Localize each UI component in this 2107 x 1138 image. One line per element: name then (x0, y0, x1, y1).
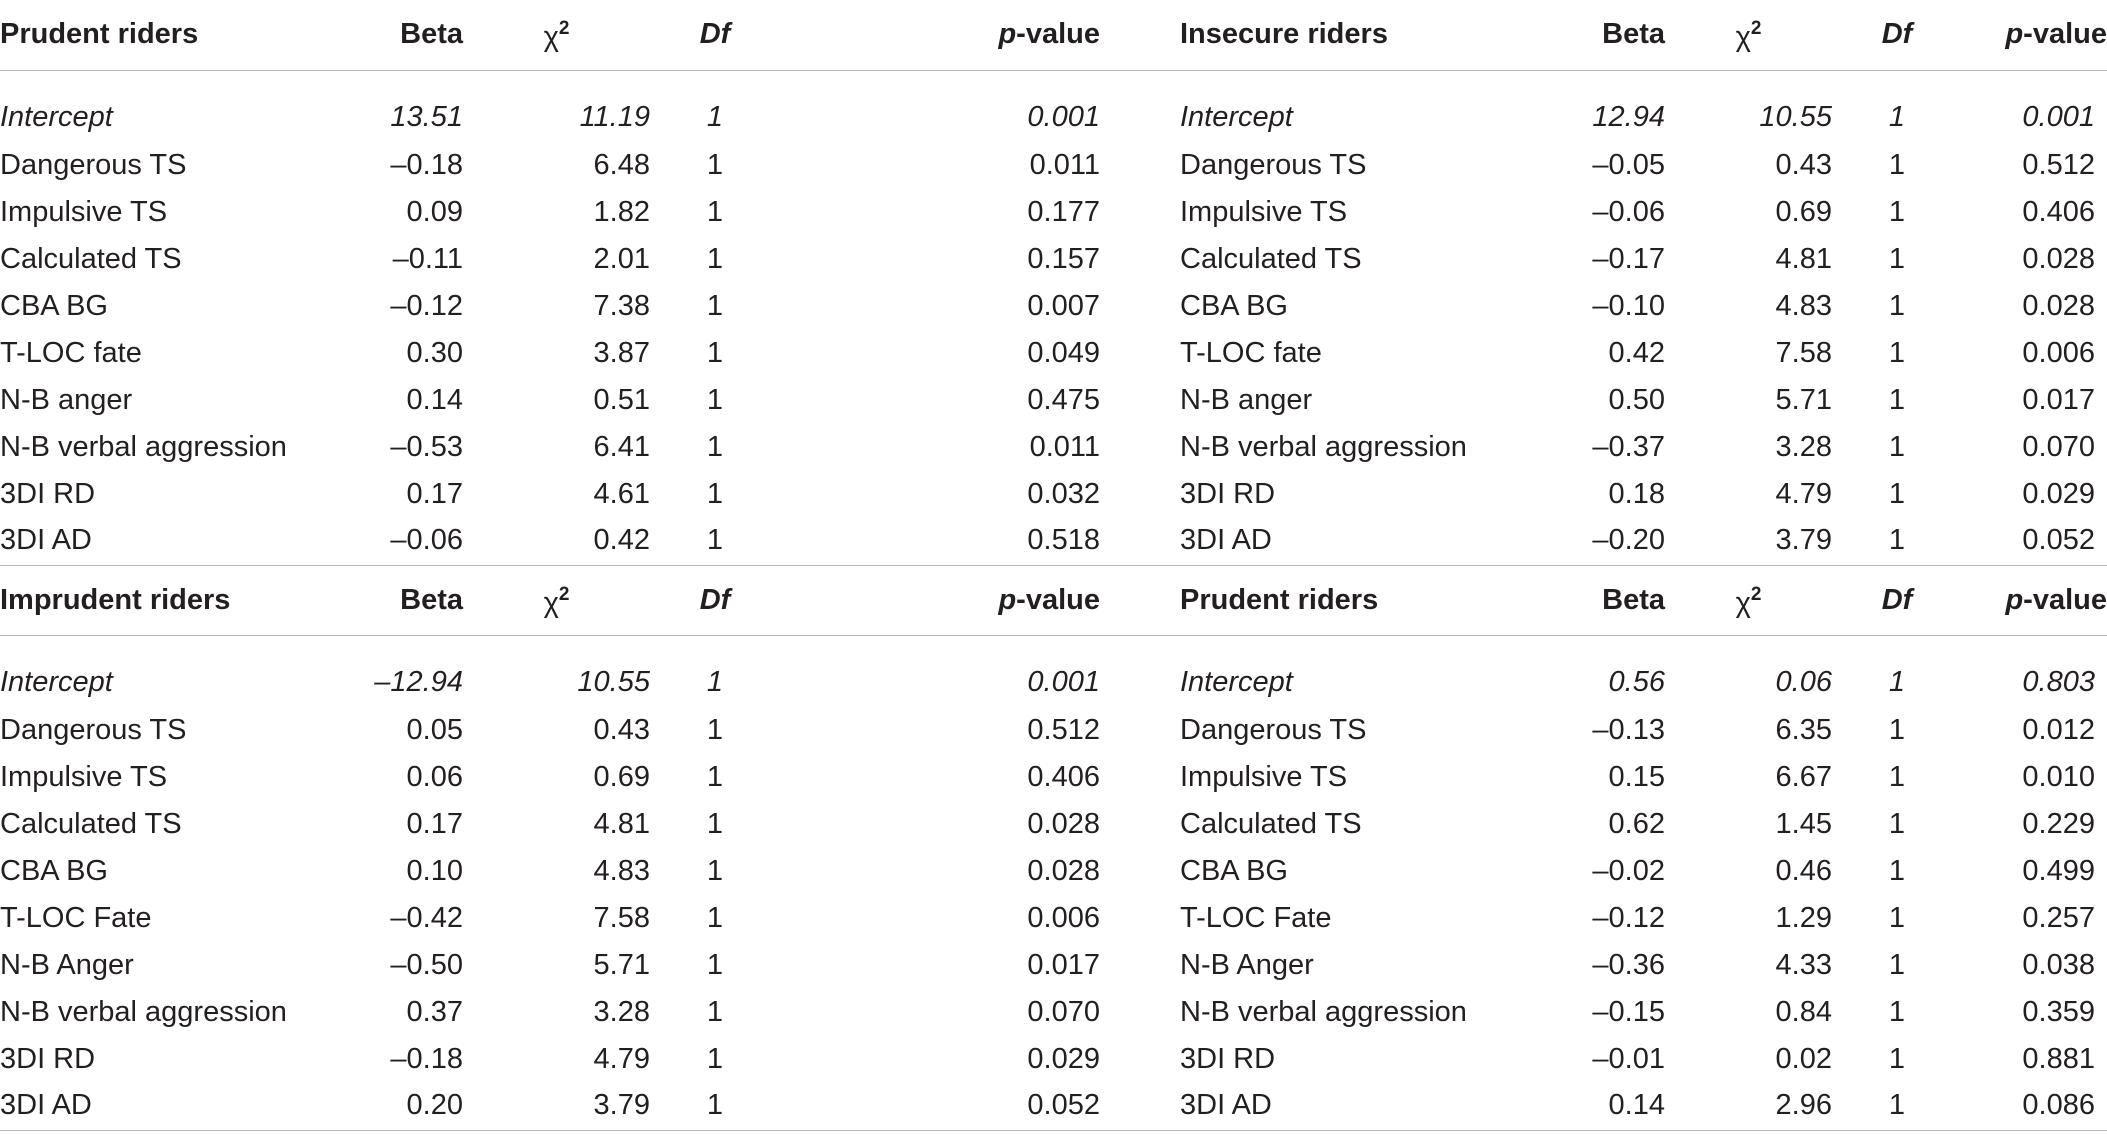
p-value: 0.052 (780, 1083, 1100, 1130)
p-value-header (780, 0, 1100, 70)
row-label: 3DI AD (0, 1083, 290, 1130)
chi-square-value: 3.28 (593, 996, 650, 1028)
beta-value: –0.36 (1592, 949, 1665, 981)
chi-exponent: 2 (1750, 18, 1762, 39)
table-row (0, 330, 2107, 377)
table-row (0, 471, 2107, 518)
chi-exponent: 2 (1750, 583, 1762, 605)
intercept-row (0, 70, 2107, 142)
beta-value: 0.50 (1608, 384, 1665, 416)
row-label: N-B Anger (1180, 949, 1314, 981)
beta-value: –0.37 (1592, 431, 1665, 463)
df-value: 1 (706, 902, 724, 934)
row-label: Dangerous TS (0, 714, 187, 746)
p-value: 0.001 (1027, 101, 1100, 133)
row-label: CBA BG (0, 290, 108, 322)
table-row (0, 707, 2107, 754)
row-label: Intercept (1180, 666, 1293, 698)
beta-value: 0.14 (406, 384, 463, 416)
row-label: CBA BG (1180, 855, 1288, 887)
p-value-header (1962, 0, 2107, 70)
table-row (0, 518, 2107, 565)
beta-value: 0.37 (406, 996, 463, 1028)
df-value: 1 (1888, 431, 1906, 463)
row-label: Dangerous TS (0, 149, 187, 181)
p-value: 0.006 (1027, 902, 1100, 934)
beta-value: 0.05 (406, 714, 463, 746)
beta-value: 0.18 (1608, 478, 1665, 510)
chi-square-value: 10.55 (1759, 101, 1832, 133)
chi-symbol: χ (543, 586, 559, 619)
beta-value: –0.12 (390, 290, 463, 322)
row-label: Impulsive TS (1180, 761, 1348, 793)
df-value: 1 (1888, 761, 1906, 793)
beta-value: 12.94 (1592, 101, 1665, 133)
chi-square-value: 6.67 (1775, 761, 1832, 793)
beta-value: –0.01 (1592, 1043, 1665, 1075)
row-label: Dangerous TS (1180, 714, 1367, 746)
beta-value: –0.53 (390, 431, 463, 463)
p-value: 0.518 (780, 518, 1100, 565)
beta-value: 0.20 (290, 1083, 463, 1130)
df-value: 1 (1888, 337, 1906, 369)
group-title: Insecure riders (1100, 0, 1470, 70)
chi-square-value: 0.06 (1775, 666, 1832, 698)
p-value: 0.177 (1027, 196, 1100, 228)
row-label: N-B verbal aggression (1180, 431, 1467, 463)
chi-square-value: 4.33 (1775, 949, 1832, 981)
p-value: 0.029 (2022, 478, 2095, 510)
row-label: T-LOC fate (1180, 337, 1322, 369)
chi-square-value: 0.02 (1775, 1043, 1832, 1075)
chi-square-value: 1.45 (1775, 808, 1832, 840)
row-label: Calculated TS (1180, 808, 1362, 840)
beta-value: –0.18 (390, 149, 463, 181)
row-label: Calculated TS (0, 808, 182, 840)
df-value: 1 (706, 714, 724, 746)
chi-square-value: 0.43 (1775, 149, 1832, 181)
beta-value: 0.30 (406, 337, 463, 369)
chi-square-value: 3.87 (593, 337, 650, 369)
df-value: 1 (706, 855, 724, 887)
p-value: 0.012 (2022, 714, 2095, 746)
row-label: 3DI RD (1180, 1043, 1276, 1075)
df-value: 1 (706, 196, 724, 228)
df-header: Df (1832, 0, 1962, 70)
p-value: 0.512 (2022, 149, 2095, 181)
df-value: 1 (706, 666, 724, 698)
row-label: Impulsive TS (0, 761, 168, 793)
df-value: 1 (1888, 996, 1906, 1028)
df-value: 1 (706, 996, 724, 1028)
row-label: T-LOC fate (0, 337, 142, 369)
table-row (0, 236, 2107, 283)
p-value: 0.010 (2022, 761, 2095, 793)
row-label: Calculated TS (1180, 243, 1362, 275)
beta-value: 0.42 (1608, 337, 1665, 369)
df-value: 1 (1888, 666, 1906, 698)
table-row (0, 895, 2107, 942)
chi-square-value: 2.96 (1665, 1083, 1832, 1130)
row-label: Impulsive TS (1180, 196, 1348, 228)
p-value: 0.001 (1027, 666, 1100, 698)
row-label: N-B verbal aggression (0, 996, 287, 1028)
beta-value: –0.17 (1592, 243, 1665, 275)
df-value: 1 (706, 808, 724, 840)
beta-value: 0.17 (406, 808, 463, 840)
beta-value: 0.10 (406, 855, 463, 887)
p-value: 0.157 (1027, 243, 1100, 275)
df-value: 1 (706, 949, 724, 981)
beta-value: –0.10 (1592, 290, 1665, 322)
p-value: 0.028 (1027, 808, 1100, 840)
df-value: 1 (1888, 714, 1906, 746)
chi-square-value: 1.82 (593, 196, 650, 228)
df-header: Df (1832, 565, 1962, 635)
df-value: 1 (706, 761, 724, 793)
chi-square-value: 0.69 (593, 761, 650, 793)
row-label: T-LOC Fate (0, 902, 152, 934)
beta-header: Beta (290, 0, 463, 70)
p-value: 0.011 (1029, 149, 1100, 181)
p-value: 0.406 (1027, 761, 1100, 793)
row-label: Intercept (0, 666, 113, 698)
df-value: 1 (706, 431, 724, 463)
chi-symbol: χ (1735, 21, 1751, 53)
beta-header: Beta (1470, 0, 1665, 70)
p-value: 0.028 (1027, 855, 1100, 887)
df-value: 1 (706, 243, 724, 275)
p-value: 0.049 (1027, 337, 1100, 369)
df-value: 1 (706, 101, 724, 133)
row-label: Calculated TS (0, 243, 182, 275)
chi-square-value: 0.42 (463, 518, 650, 565)
p-prefix: p (998, 583, 1017, 616)
row-label: N-B Anger (0, 949, 134, 981)
row-label: Dangerous TS (1180, 149, 1367, 181)
header-row (0, 0, 2107, 70)
chi-square-value: 10.55 (577, 666, 650, 698)
row-label: 3DI AD (1100, 518, 1470, 565)
table-row (0, 142, 2107, 189)
chi-square-value: 0.43 (593, 714, 650, 746)
chi-square-value: 1.29 (1775, 902, 1832, 934)
table-row (0, 754, 2107, 801)
p-prefix: p (998, 18, 1017, 50)
row-label: Intercept (0, 101, 113, 133)
beta-value: –0.13 (1592, 714, 1665, 746)
table-row (0, 1083, 2107, 1130)
p-value: 0.257 (2022, 902, 2095, 934)
p-value: 0.007 (1027, 290, 1100, 322)
df-value: 1 (1888, 243, 1906, 275)
chi-square-value: 6.48 (593, 149, 650, 181)
df-value: 1 (1832, 518, 1962, 565)
chi-symbol: χ (543, 21, 559, 53)
df-value: 1 (1888, 384, 1906, 416)
table-row (0, 942, 2107, 989)
chi-square-header (463, 0, 650, 70)
beta-value: –0.06 (1592, 196, 1665, 228)
chi-square-value: 7.58 (1775, 337, 1832, 369)
df-header: Df (650, 565, 780, 635)
p-value: 0.029 (1027, 1043, 1100, 1075)
p-value: 0.803 (2022, 666, 2095, 698)
df-value: 1 (1888, 1043, 1906, 1075)
table-row (0, 801, 2107, 848)
beta-value: –0.05 (1592, 149, 1665, 181)
p-value: 0.512 (1027, 714, 1100, 746)
row-label: T-LOC Fate (1180, 902, 1332, 934)
p-value: 0.499 (2022, 855, 2095, 887)
p-value: 0.229 (2022, 808, 2095, 840)
p-value: 0.028 (2022, 290, 2095, 322)
row-label: N-B anger (1180, 384, 1313, 416)
p-value: 0.038 (2022, 949, 2095, 981)
beta-value: 0.56 (1608, 666, 1665, 698)
beta-value: –0.11 (392, 243, 463, 275)
row-label: 3DI RD (0, 478, 96, 510)
chi-square-value: 4.81 (593, 808, 650, 840)
p-value: 0.032 (1027, 478, 1100, 510)
table-row (0, 424, 2107, 471)
chi-square-value: 4.83 (593, 855, 650, 887)
p-value: 0.017 (2022, 384, 2095, 416)
chi-square-value: 6.35 (1775, 714, 1832, 746)
beta-value: 0.09 (406, 196, 463, 228)
chi-square-value: 6.41 (593, 431, 650, 463)
beta-value: 0.14 (1470, 1083, 1665, 1130)
table-row (0, 1036, 2107, 1083)
p-value: 0.406 (2022, 196, 2095, 228)
p-value: 0.881 (2022, 1043, 2095, 1075)
chi-square-value: 7.58 (593, 902, 650, 934)
df-value: 1 (1888, 290, 1906, 322)
p-value: 0.052 (1962, 518, 2107, 565)
header-row (0, 565, 2107, 635)
beta-header: Beta (290, 565, 463, 635)
row-label: 3DI RD (1180, 478, 1276, 510)
chi-square-value: 0.51 (593, 384, 650, 416)
chi-square-value: 4.83 (1775, 290, 1832, 322)
table-row (0, 189, 2107, 236)
row-label: N-B anger (0, 384, 133, 416)
chi-exponent: 2 (558, 18, 570, 39)
p-value-header (1962, 565, 2107, 635)
chi-square-header (1665, 565, 1832, 635)
df-value: 1 (706, 337, 724, 369)
p-value-header (780, 565, 1100, 635)
row-label: CBA BG (0, 855, 108, 887)
row-label: Impulsive TS (0, 196, 168, 228)
df-value: 1 (1888, 902, 1906, 934)
chi-square-header (463, 565, 650, 635)
p-value: 0.001 (2022, 101, 2095, 133)
df-value: 1 (1832, 1083, 1962, 1130)
chi-square-value: 11.19 (579, 101, 650, 133)
chi-square-value: 5.71 (1775, 384, 1832, 416)
df-value: 1 (1888, 478, 1906, 510)
chi-square-value: 0.46 (1775, 855, 1832, 887)
beta-value: –0.50 (390, 949, 463, 981)
df-value: 1 (706, 478, 724, 510)
chi-square-value: 0.69 (1775, 196, 1832, 228)
beta-value: –0.06 (290, 518, 463, 565)
p-value: 0.017 (1027, 949, 1100, 981)
group-title: Imprudent riders (0, 565, 290, 635)
intercept-row (0, 635, 2107, 707)
beta-value: 0.17 (406, 478, 463, 510)
chi-square-value: 3.79 (463, 1083, 650, 1130)
chi-square-header (1665, 0, 1832, 70)
row-label: N-B verbal aggression (1180, 996, 1467, 1028)
table-row (0, 989, 2107, 1036)
df-value: 1 (706, 149, 724, 181)
beta-header: Beta (1470, 565, 1665, 635)
df-value: 1 (706, 290, 724, 322)
p-value: 0.359 (2022, 996, 2095, 1028)
p-value: 0.070 (1027, 996, 1100, 1028)
df-value: 1 (650, 518, 780, 565)
chi-exponent: 2 (558, 583, 570, 605)
beta-value: –0.18 (390, 1043, 463, 1075)
df-value: 1 (1888, 808, 1906, 840)
table-row (0, 377, 2107, 424)
group-title: Prudent riders (0, 0, 290, 70)
p-value: 0.006 (2022, 337, 2095, 369)
p-value: 0.070 (2022, 431, 2095, 463)
chi-symbol: χ (1735, 586, 1751, 619)
group-title: Prudent riders (1100, 565, 1470, 635)
df-value: 1 (650, 1083, 780, 1130)
chi-square-value: 0.84 (1775, 996, 1832, 1028)
chi-square-value: 4.79 (593, 1043, 650, 1075)
df-value: 1 (1888, 949, 1906, 981)
beta-value: –0.02 (1592, 855, 1665, 887)
p-suffix: -value (2023, 583, 2107, 616)
chi-square-value: 3.28 (1775, 431, 1832, 463)
p-prefix: p (2005, 583, 2024, 616)
row-label: CBA BG (1180, 290, 1288, 322)
df-value: 1 (1888, 101, 1906, 133)
beta-value: 13.51 (390, 101, 463, 133)
beta-value: –12.94 (374, 666, 463, 698)
row-label: N-B verbal aggression (0, 431, 287, 463)
df-value: 1 (706, 384, 724, 416)
row-label: 3DI RD (0, 1043, 96, 1075)
df-value: 1 (1888, 196, 1906, 228)
p-suffix: -value (1016, 18, 1100, 50)
row-label: 3DI AD (1100, 1083, 1470, 1130)
p-value: 0.028 (2022, 243, 2095, 275)
df-value: 1 (706, 1043, 724, 1075)
table-row (0, 848, 2107, 895)
chi-square-value: 7.38 (593, 290, 650, 322)
p-suffix: -value (2023, 18, 2107, 50)
beta-value: –0.12 (1592, 902, 1665, 934)
p-suffix: -value (1016, 583, 1100, 616)
p-value: 0.475 (1027, 384, 1100, 416)
p-value: 0.011 (1029, 431, 1100, 463)
beta-value: –0.20 (1470, 518, 1665, 565)
chi-square-value: 2.01 (593, 243, 650, 275)
df-header: Df (650, 0, 780, 70)
chi-square-value: 4.81 (1775, 243, 1832, 275)
beta-value: 0.15 (1608, 761, 1665, 793)
row-label: Intercept (1180, 101, 1293, 133)
chi-square-value: 3.79 (1665, 518, 1832, 565)
df-value: 1 (1888, 855, 1906, 887)
p-value: 0.086 (1962, 1083, 2107, 1130)
df-value: 1 (1888, 149, 1906, 181)
beta-value: –0.42 (390, 902, 463, 934)
p-prefix: p (2005, 18, 2024, 50)
beta-value: 0.62 (1608, 808, 1665, 840)
chi-square-value: 5.71 (593, 949, 650, 981)
table-row (0, 283, 2107, 330)
beta-value: 0.06 (406, 761, 463, 793)
chi-square-value: 4.61 (593, 478, 650, 510)
beta-value: –0.15 (1592, 996, 1665, 1028)
chi-square-value: 4.79 (1775, 478, 1832, 510)
row-label: 3DI AD (0, 518, 290, 565)
